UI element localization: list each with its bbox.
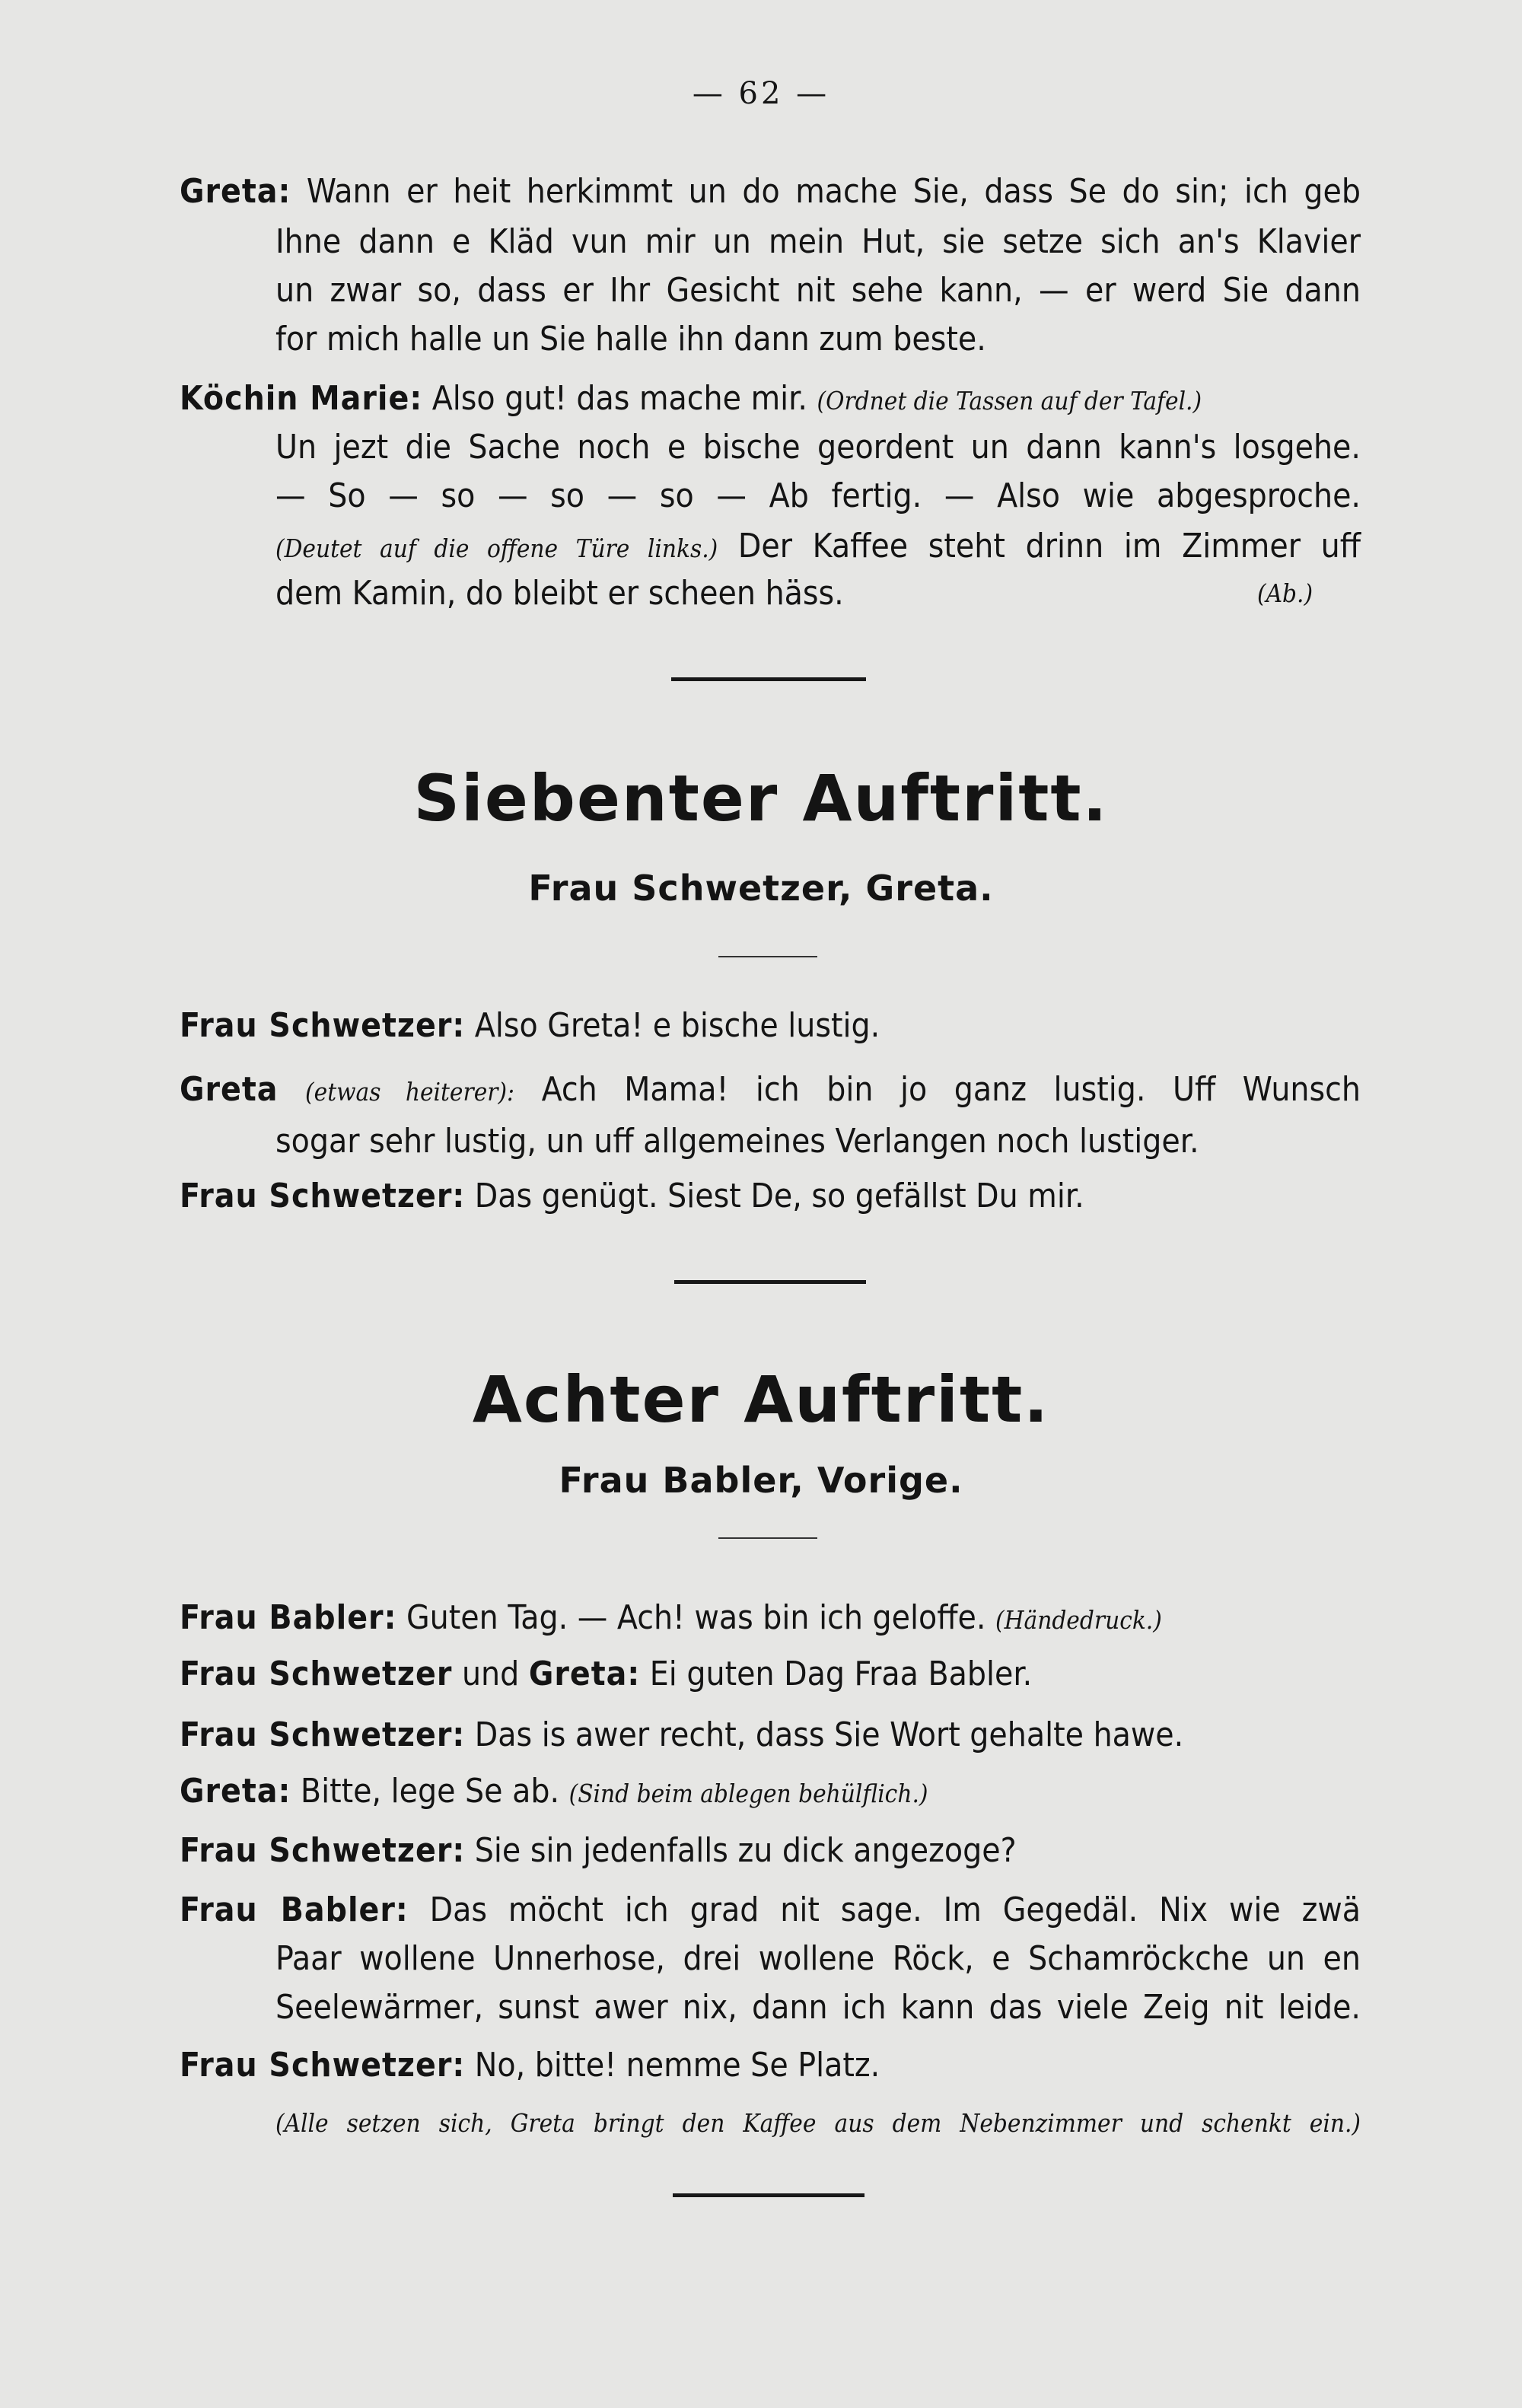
speaker-frau-schwetzer: Frau Schwetzer: [180,1715,466,1754]
dialogue-line: Ihne dann e Kläd vun mir un mein Hut, sie setze sich an's Klavier [275,222,1361,261]
section-divider [671,677,866,681]
dialogue-line: dem Kamin, do bleibt er scheen häss. [275,574,844,613]
section-divider [673,2193,864,2197]
cast-divider [718,1537,817,1539]
dialogue-line [180,2044,880,2087]
dialogue-text: Sie sin jedenfalls zu dick angezoge? [474,1831,1017,1870]
dialogue-text: Das genügt. Siest De, so gefällst Du mir. [474,1177,1084,1215]
dialogue-text: Ach Mama! ich bin jo ganz lustig. Uff Wunsch [541,1070,1361,1109]
dialogue-line [180,1597,1162,1642]
dialogue-line: un zwar so, dass er Ihr Gesicht nit sehe kann, — er werd Sie dann [275,271,1361,310]
dialogue-line [275,525,1361,570]
dialogue-line [180,1005,880,1047]
dialogue-line: Paar wollene Unnerhose, drei wollene Röck, e Schamröckche un en [275,1939,1361,1978]
scene-cast: Frau Babler, Vorige. [559,1460,963,1501]
dialogue-line [180,377,1202,422]
speaker-frau-babler: Frau Babler: [180,1598,397,1637]
speaker-greta: Greta: [180,172,291,211]
dialogue-line [180,1889,1361,1932]
speaker-frau-schwetzer: Frau Schwetzer [180,1655,453,1693]
scene-cast: Frau Schwetzer, Greta. [528,868,994,909]
dialogue-line [180,1714,1183,1757]
dialogue-line [180,1069,1361,1113]
dialogue-text: Der Kaffee steht drinn im Zimmer uff [737,527,1361,565]
dialogue-line: sogar sehr lustig, un uff allgemeines Verlangen noch lustiger. [275,1122,1199,1161]
speaker-frau-schwetzer: Frau Schwetzer: [180,2046,466,2085]
speaker-frau-schwetzer: Frau Schwetzer: [180,1006,466,1045]
dialogue-text: Also gut! das mache mir. [431,379,807,418]
cast-divider [718,956,817,957]
stage-direction: (Händedruck.) [995,1605,1162,1635]
dialogue-line: for mich halle un Sie halle ihn dann zum beste. [275,320,986,358]
stage-direction: (Sind beim ablegen behülflich.) [568,1779,928,1808]
dialogue-line [180,1175,1084,1218]
section-divider [674,1280,866,1284]
dialogue-text: Also Greta! e bische lustig. [474,1006,880,1045]
dialogue-line: — So — so — so — so — Ab fertig. — Also wie abgesproche. [275,476,1361,515]
dialogue-line [180,1770,928,1815]
dialogue-text: Das is awer recht, dass Sie Wort gehalte hawe. [474,1715,1184,1754]
speaker-frau-schwetzer: Frau Schwetzer: [180,1177,466,1215]
page-number: — 62 — [692,76,830,111]
stage-direction: (Alle setzen sich, Greta bringt den Kaffee aus dem Nebenzimmer und schenkt ein.) [275,2108,1361,2138]
dialogue-text: Das möcht ich grad nit sage. Im Gegedäl. Nix wie zwä [429,1890,1361,1929]
dialogue-line [180,1653,1032,1696]
stage-direction: (Deutet auf die offene Türe links.) [275,534,718,563]
speaker-frau-babler: Frau Babler: [180,1890,409,1929]
conjunction: und [461,1655,520,1693]
dialogue-text: Bitte, lege Se ab. [300,1772,560,1811]
dialogue-line [180,1830,1017,1872]
stage-direction: (etwas heiterer): [305,1077,515,1107]
stage-direction-exit: (Ab.) [1257,578,1313,608]
dialogue-line: Seelewärmer, sunst awer nix, dann ich kann das viele Zeig nit leide. [275,1988,1361,2027]
speaker-greta: Greta [180,1070,279,1109]
speaker-greta: Greta: [528,1655,641,1693]
dialogue-line [180,170,1361,213]
speaker-frau-schwetzer: Frau Schwetzer: [180,1831,466,1870]
dialogue-text: Wann er heit herkimmt un do mache Sie, dass Se do sin; ich geb [306,172,1361,211]
dialogue-line: Un jezt die Sache noch e bische geordent un dann kann's losgehe. [275,428,1361,467]
stage-direction: (Ordnet die Tassen auf der Tafel.) [817,386,1202,416]
speaker-koechin-marie: Köchin Marie: [180,379,423,418]
scene-title: Achter Auftritt. [472,1362,1050,1437]
speaker-greta: Greta: [180,1772,291,1811]
scene-title: Siebenter Auftritt. [413,761,1109,836]
dialogue-text: No, bitte! nemme Se Platz. [474,2046,880,2085]
dialogue-text: Guten Tag. — Ach! was bin ich geloffe. [406,1598,986,1637]
dialogue-text: Ei guten Dag Fraa Babler. [649,1655,1033,1693]
